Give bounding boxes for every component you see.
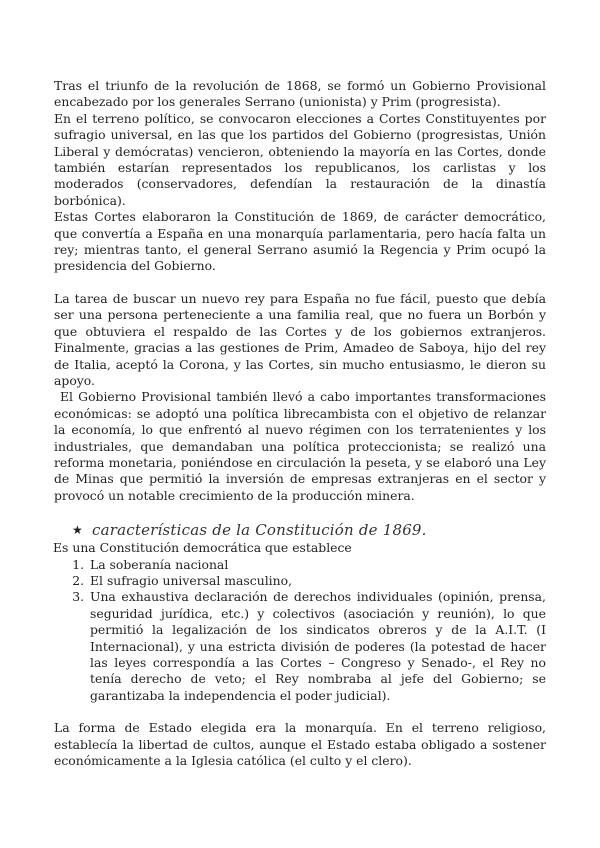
list-item: 3. Una exhaustiva declaración de derechos individuales (opinión, prensa, seguridad jurídica, etc.) y colectivos (asociación y reunión), lo que permitió la legalización de los sindicatos obreros y de la A.I.T. (I Internacional), y una estricta división de poderes (la potestad de hacer las leyes correspondía a las Cortes – Congreso y Senado-, el Rey no tenía derecho de veto; el Rey nombraba al jefe del Gobierno; se garantizaba la independencia el poder judicial). xyxy=(88,589,546,704)
paragraph-new-king: La tarea de buscar un nuevo rey para España no fue fácil, puesto que debía ser una persona perteneciente a una familia real, que no fuera un Borbón y que obtuviera el respaldo de las Cortes y de los gobiernos extranjeros. Finalmente, gracias a las gestiones de Prim, Amadeo de Saboya, hijo del rey de Italia, aceptó la Corona, y las Cortes, sin mucho entusiasmo, le dieron su apoyo. xyxy=(54,290,546,388)
paragraph-state-form: La forma de Estado elegida era la monarquía. En el terreno religioso, establecía la libertad de cultos, aunque el Estado estaba obligado a sostener económicamente a la Iglesia católica (el culto y el clero). xyxy=(54,720,546,769)
paragraph-economic-reforms: El Gobierno Provisional también llevó a cabo importantes transformaciones económicas: se adoptó una política librecambista con el objetivo de relanzar la economía, lo que enfrentó al nuevo régimen con los terratenientes y los industriales, que demandaban una política proteccionista; se realizó una reforma monetaria, poniéndose en circulación la peseta, y se elaboró una Ley de Minas que permitió la inversión de empresas extranjeras en el sector y provocó un notable crecimiento de la producción minera. xyxy=(54,389,546,503)
list-item: 2. El sufragio universal masculino, xyxy=(88,573,546,589)
document-page xyxy=(54,78,546,769)
list-item: 1. La soberanía nacional xyxy=(88,557,546,573)
paragraph-provisional-government: Tras el triunfo de la revolución de 1868, se formó un Gobierno Provisional encabezado por los generales Serrano (unionista) y Prim (progresista). xyxy=(54,78,546,110)
spacer xyxy=(54,275,546,291)
star-icon: ★ xyxy=(72,523,83,538)
paragraph-constitution-1869: Estas Cortes elaboraron la Constitución de 1869, de carácter democrático, que convertía a España en una monarquía parlamentaria, pero hacía falta un rey; mientras tanto, el general Serrano asumió la Regencia y Prim ocupó la presidencia del Gobierno. xyxy=(54,209,546,274)
constitution-features-list xyxy=(54,557,546,705)
section-intro: Es una Constitución democrática que establece xyxy=(53,540,352,556)
section-heading xyxy=(54,520,546,540)
paragraph-political-terrain: En el terreno político, se convocaron elecciones a Cortes Constituyentes por sufragio universal, en las que los partidos del Gobierno (progresistas, Unión Liberal y demócratas) vencieron, obteniendo la mayoría en las Cortes, donde también estarían representados los republicanos, los carlistas y los moderados (conservadores, defendían la restauración de la dinastía borbónica). xyxy=(54,110,546,208)
section-heading-text: características de la Constitución de 1869. xyxy=(92,521,427,540)
